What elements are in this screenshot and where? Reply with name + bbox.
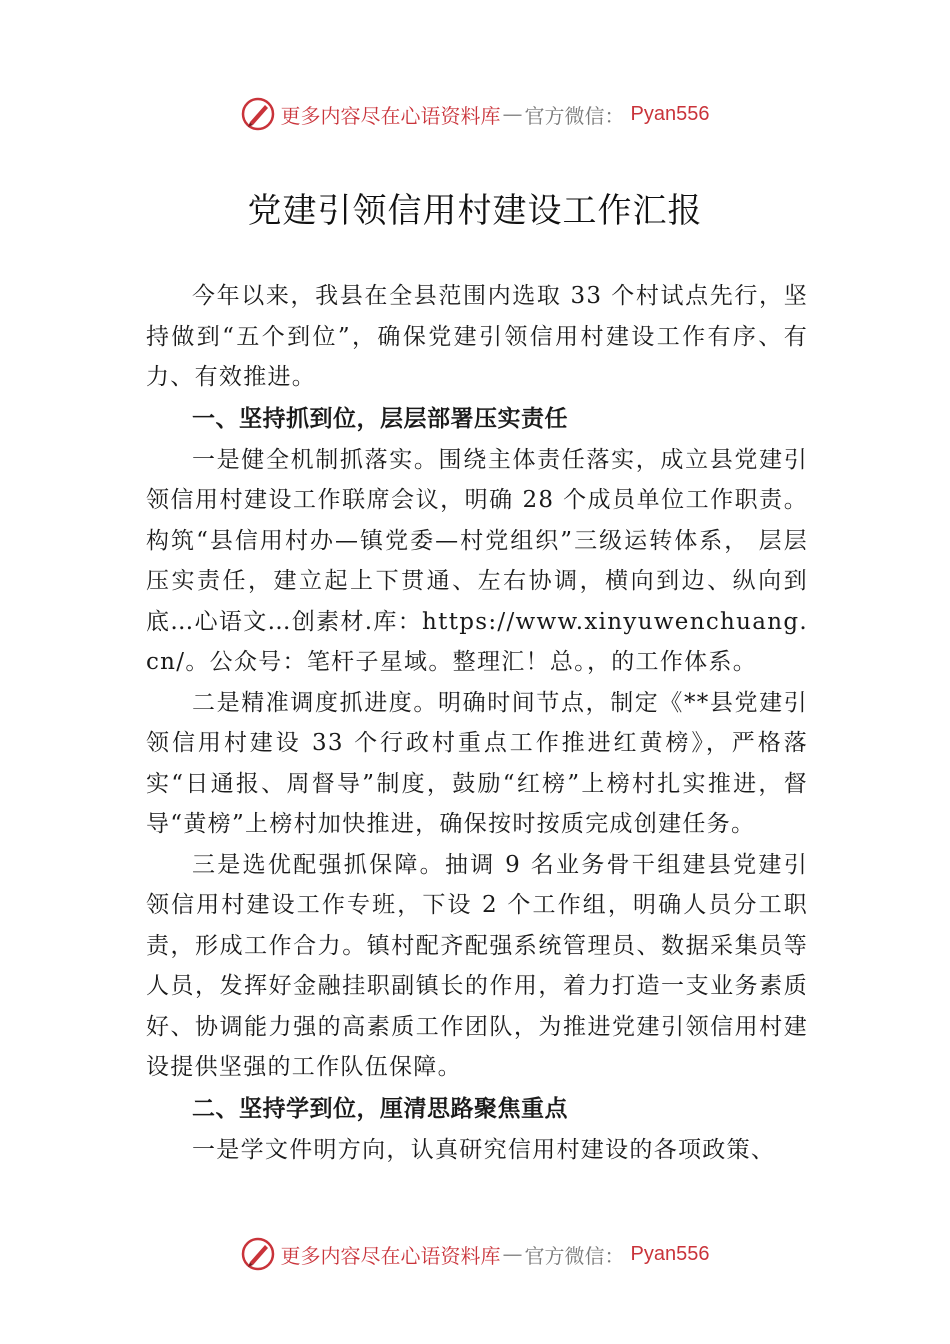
pen-logo-icon — [241, 1237, 275, 1271]
section-heading-1: 一、坚持抓到位，层层部署压实责任 — [192, 405, 568, 432]
page-title: 党建引领信用村建设工作汇报 — [247, 191, 703, 231]
watermark-wechat-id: Pyan556 — [630, 1242, 710, 1265]
watermark-wechat-id: Pyan556 — [630, 102, 710, 125]
watermark-main-text: 更多内容尽在心语资料库 — [280, 1243, 501, 1268]
intro-paragraph: 今年以来，我县在全县范围内选取 33 个村试点先行，坚持做到“五个到位”，确保党建引领信用村建设工作有序、有力、有效推进。 — [146, 283, 808, 390]
paragraph-2: 二是精准调度抓进度。明确时间节点，制定《**县党建引领信用村建设 33 个行政村重点工作推进红黄榜》，严格落实“日通报、周督导”制度，鼓励“红榜”上榜村扎实推进，督导“黄榜”上榜村加快推进，确保按时按质完成创建任务。 — [146, 689, 808, 837]
header-watermark — [0, 94, 950, 134]
paragraph-3: 三是选优配强抓保障。抽调 9 名业务骨干组建县党建引领信用村建设工作专班，下设 2 个工作组，明确人员分工职责，形成工作合力。镇村配齐配强系统管理员、数据采集员等人员，发挥好金融挂职副镇长的作用，着力打造一支业务素质好、协调能力强的高素质工作团队，为推进党建引领信用村建设提供坚强的工作队伍保障。 — [146, 851, 808, 1080]
pen-logo-icon — [241, 97, 275, 131]
paragraph-4: 一是学文件明方向，认真研究信用村建设的各项政策、 — [192, 1136, 776, 1163]
paragraph-1: 一是健全机制抓落实。围绕主体责任落实，成立县党建引领信用村建设工作联席会议，明确 28 个成员单位工作职责。构筑“县信用村办—镇党委—村党组织”三级运转体系， 层层压实责任，建立起上下贯通、左右协调，横向到边、纵向到底…心语文…创素材.库：https://www.xinyuwenchuang.cn/。公众号：笔杆子星域。整理汇！总。，的工作体系。 — [146, 446, 808, 675]
watermark-label: 官方微信： — [524, 1243, 625, 1268]
watermark-label: 官方微信： — [524, 103, 625, 128]
watermark-separator: — — [502, 102, 523, 126]
watermark-separator: — — [502, 1242, 523, 1266]
footer-watermark — [0, 1234, 950, 1274]
watermark-main-text: 更多内容尽在心语资料库 — [280, 103, 501, 128]
document-body — [146, 276, 808, 1170]
section-heading-2: 二、坚持学到位，厘清思路聚焦重点 — [192, 1095, 568, 1122]
